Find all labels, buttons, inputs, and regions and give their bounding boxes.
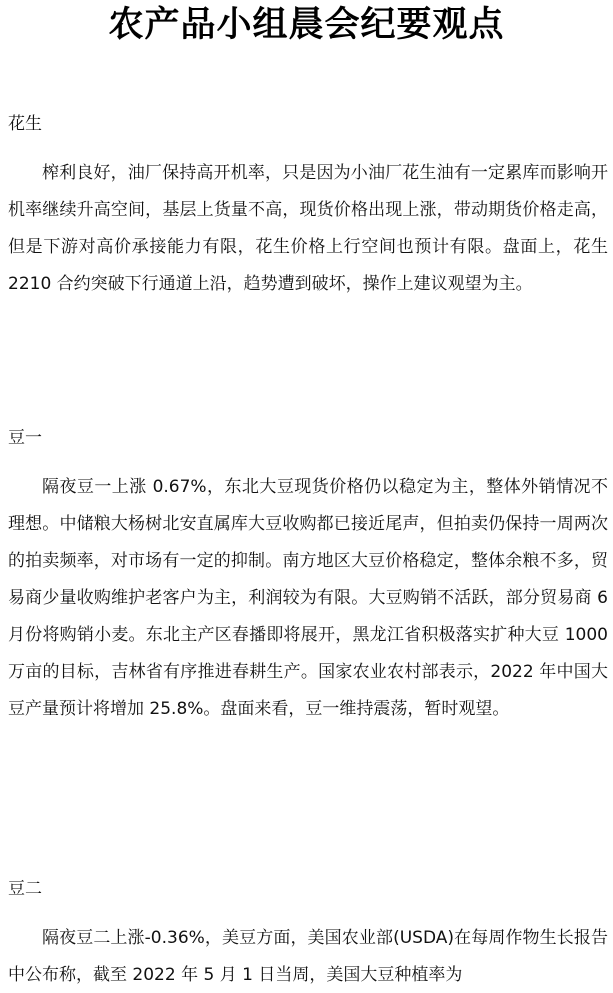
document-title: 农产品小组晨会纪要观点	[108, 5, 505, 45]
section-heading: 豆二	[8, 879, 42, 899]
section-heading: 花生	[8, 114, 42, 134]
section-soybean-two	[8, 876, 608, 993]
section-body: 榨利良好，油厂保持高开机率，只是因为小油厂花生油有一定累库而影响开机率继续升高空间，基层上货量不高，现货价格出现上涨，带动期货价格走高，但是下游对高价承接能力有限，花生价格上行空间也预计有限。盘面上，花生 2210 合约突破下行通道上沿，趋势遭到破坏，操作上建议观望为主。	[8, 163, 608, 294]
section-body: 隔夜豆一上涨 0.67%，东北大豆现货价格仍以稳定为主，整体外销情况不理想。中储粮大杨树北安直属库大豆收购都已接近尾声，但拍卖仍保持一周两次的拍卖频率，对市场有一定的抑制。南方地区大豆价格稳定，整体余粮不多，贸易商少量收购维护老客户为主，利润较为有限。大豆购销不活跃，部分贸易商 6 月份将购销小麦。东北主产区春播即将展开，黑龙江省积极落实扩种大豆 1000 万亩的目标，吉林省有序推进春耕生产。国家农业农村部表示，2022 年中国大豆产量预计将增加 25.8%。盘面来看，豆一维持震荡，暂时观望。	[8, 477, 608, 719]
section-body: 隔夜豆二上涨-0.36%，美豆方面，美国农业部(USDA)在每周作物生长报告中公布称，截至 2022 年 5 月 1 日当周，美国大豆种植率为	[8, 928, 608, 985]
section-soybean-one	[8, 425, 608, 728]
section-peanut	[8, 111, 608, 303]
section-heading: 豆一	[8, 428, 42, 448]
